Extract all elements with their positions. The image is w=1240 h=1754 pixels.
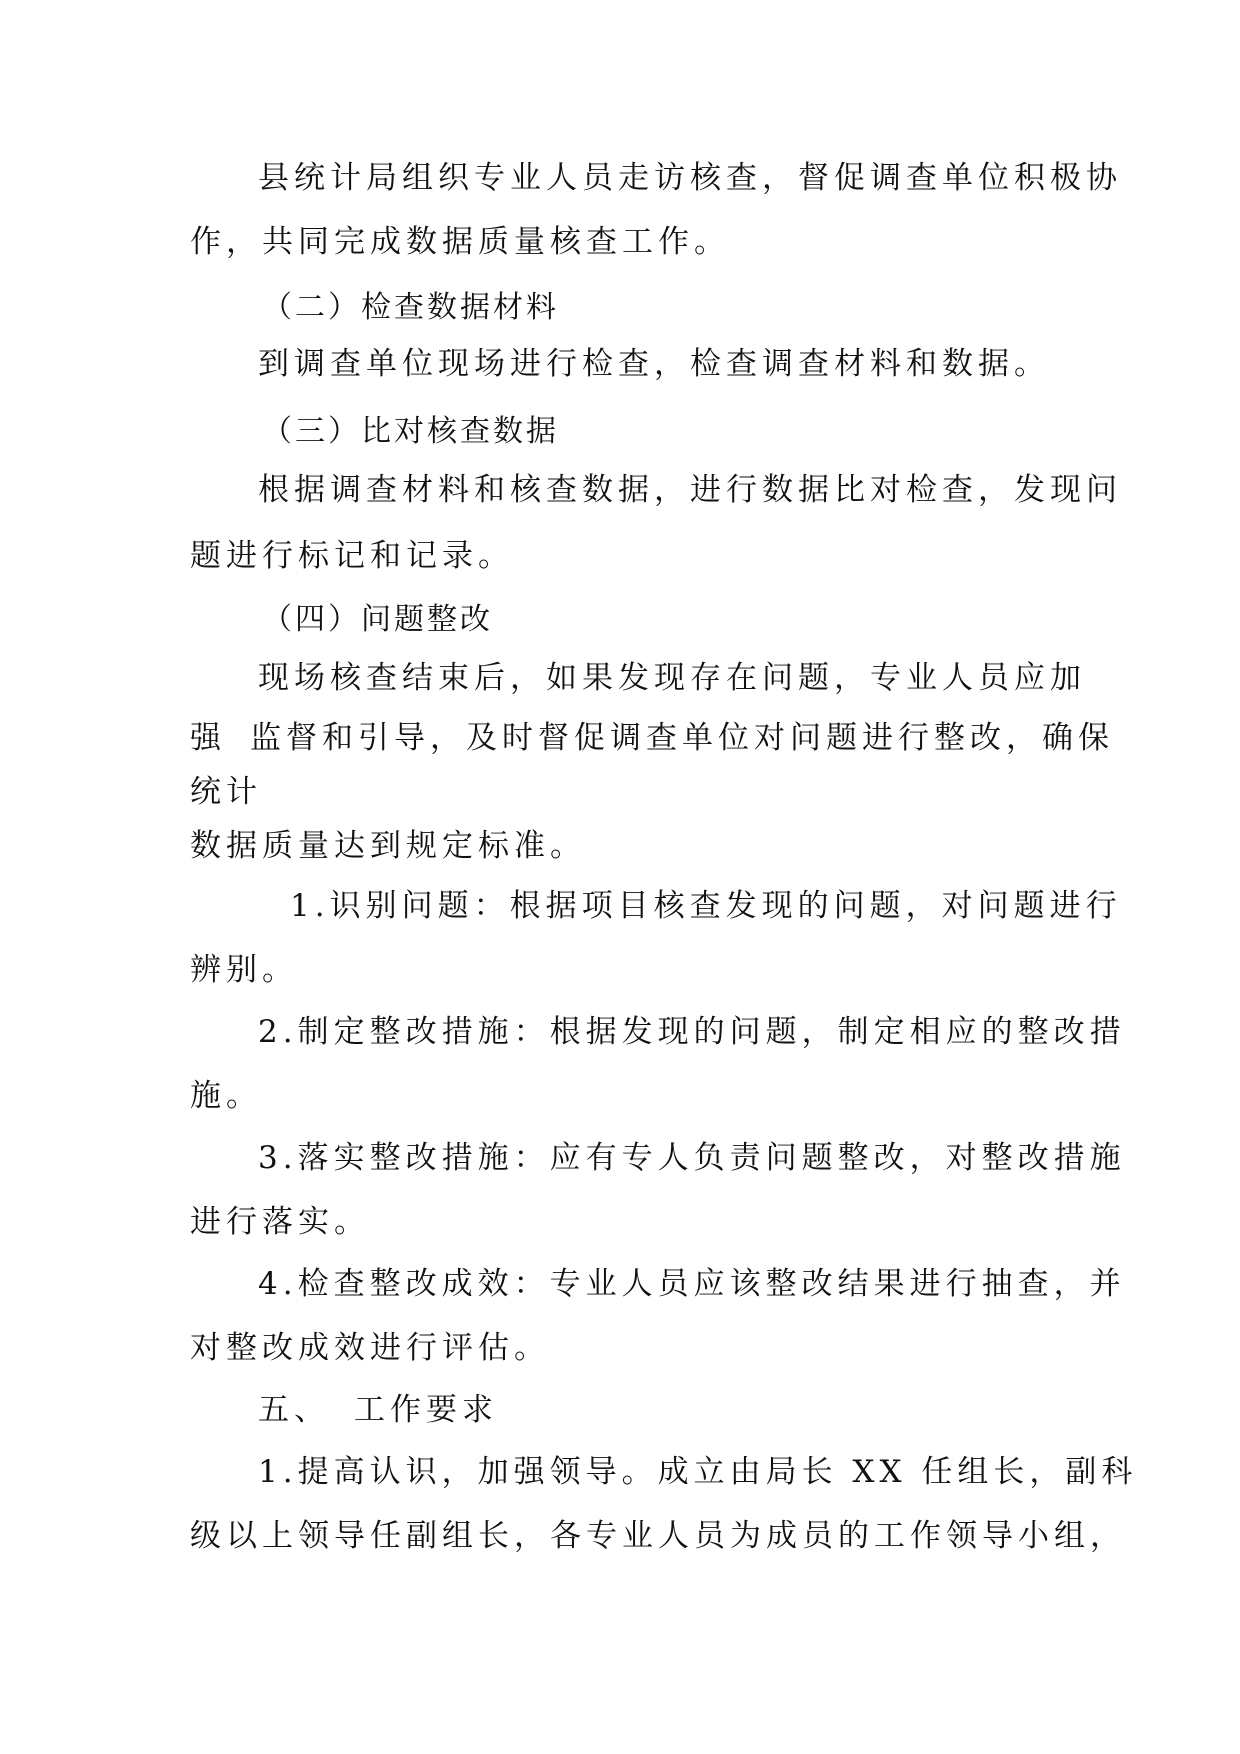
paragraph-line: 辨别。 bbox=[190, 952, 298, 988]
paragraph-line: 进行落实。 bbox=[190, 1204, 370, 1240]
paragraph-text: 监督和引导，及时督促调查单位对问题进行整改，确保 bbox=[250, 720, 1114, 756]
paragraph-line: 县统计局组织专业人员走访核查，督促调查单位积极协 bbox=[258, 160, 1122, 196]
paragraph-text: 强 bbox=[190, 720, 226, 756]
paragraph-line: 现场核查结束后，如果发现存在问题，专业人员应加 bbox=[258, 660, 1086, 696]
list-item-1: 1.识别问题：根据项目核查发现的问题，对问题进行 bbox=[290, 888, 1122, 924]
paragraph-line: 对整改成效进行评估。 bbox=[190, 1330, 550, 1366]
section-heading-2: （二）检查数据材料 bbox=[262, 290, 559, 325]
paragraph-line: 根据调查材料和核查数据，进行数据比对检查，发现问 bbox=[258, 472, 1122, 508]
list-item-3: 3.落实整改措施：应有专人负责问题整改，对整改措施 bbox=[258, 1140, 1126, 1176]
paragraph-line: 统计 bbox=[190, 774, 262, 810]
list-item-req-1: 1.提高认识，加强领导。成立由局长 XX 任组长，副科 bbox=[258, 1454, 1138, 1490]
list-item-2: 2.制定整改措施：根据发现的问题，制定相应的整改措 bbox=[258, 1014, 1126, 1050]
section-heading-5 bbox=[258, 1390, 498, 1430]
section-heading-3: （三）比对核查数据 bbox=[262, 414, 559, 449]
list-item-4: 4.检查整改成效：专业人员应该整改结果进行抽查，并 bbox=[258, 1266, 1126, 1302]
paragraph-line: 级以上领导任副组长，各专业人员为成员的工作领导小组， bbox=[190, 1518, 1126, 1554]
paragraph-line: 题进行标记和记录。 bbox=[190, 538, 514, 574]
section-heading-4: （四）问题整改 bbox=[262, 602, 493, 637]
paragraph-line: 施。 bbox=[190, 1078, 262, 1114]
paragraph-line bbox=[190, 718, 1114, 758]
section-title: 工作要求 bbox=[354, 1392, 498, 1428]
paragraph-line: 数据质量达到规定标准。 bbox=[190, 828, 586, 864]
section-number: 五、 bbox=[258, 1392, 330, 1428]
paragraph-line: 作，共同完成数据质量核查工作。 bbox=[190, 224, 730, 260]
paragraph-line: 到调查单位现场进行检查，检查调查材料和数据。 bbox=[258, 346, 1050, 382]
